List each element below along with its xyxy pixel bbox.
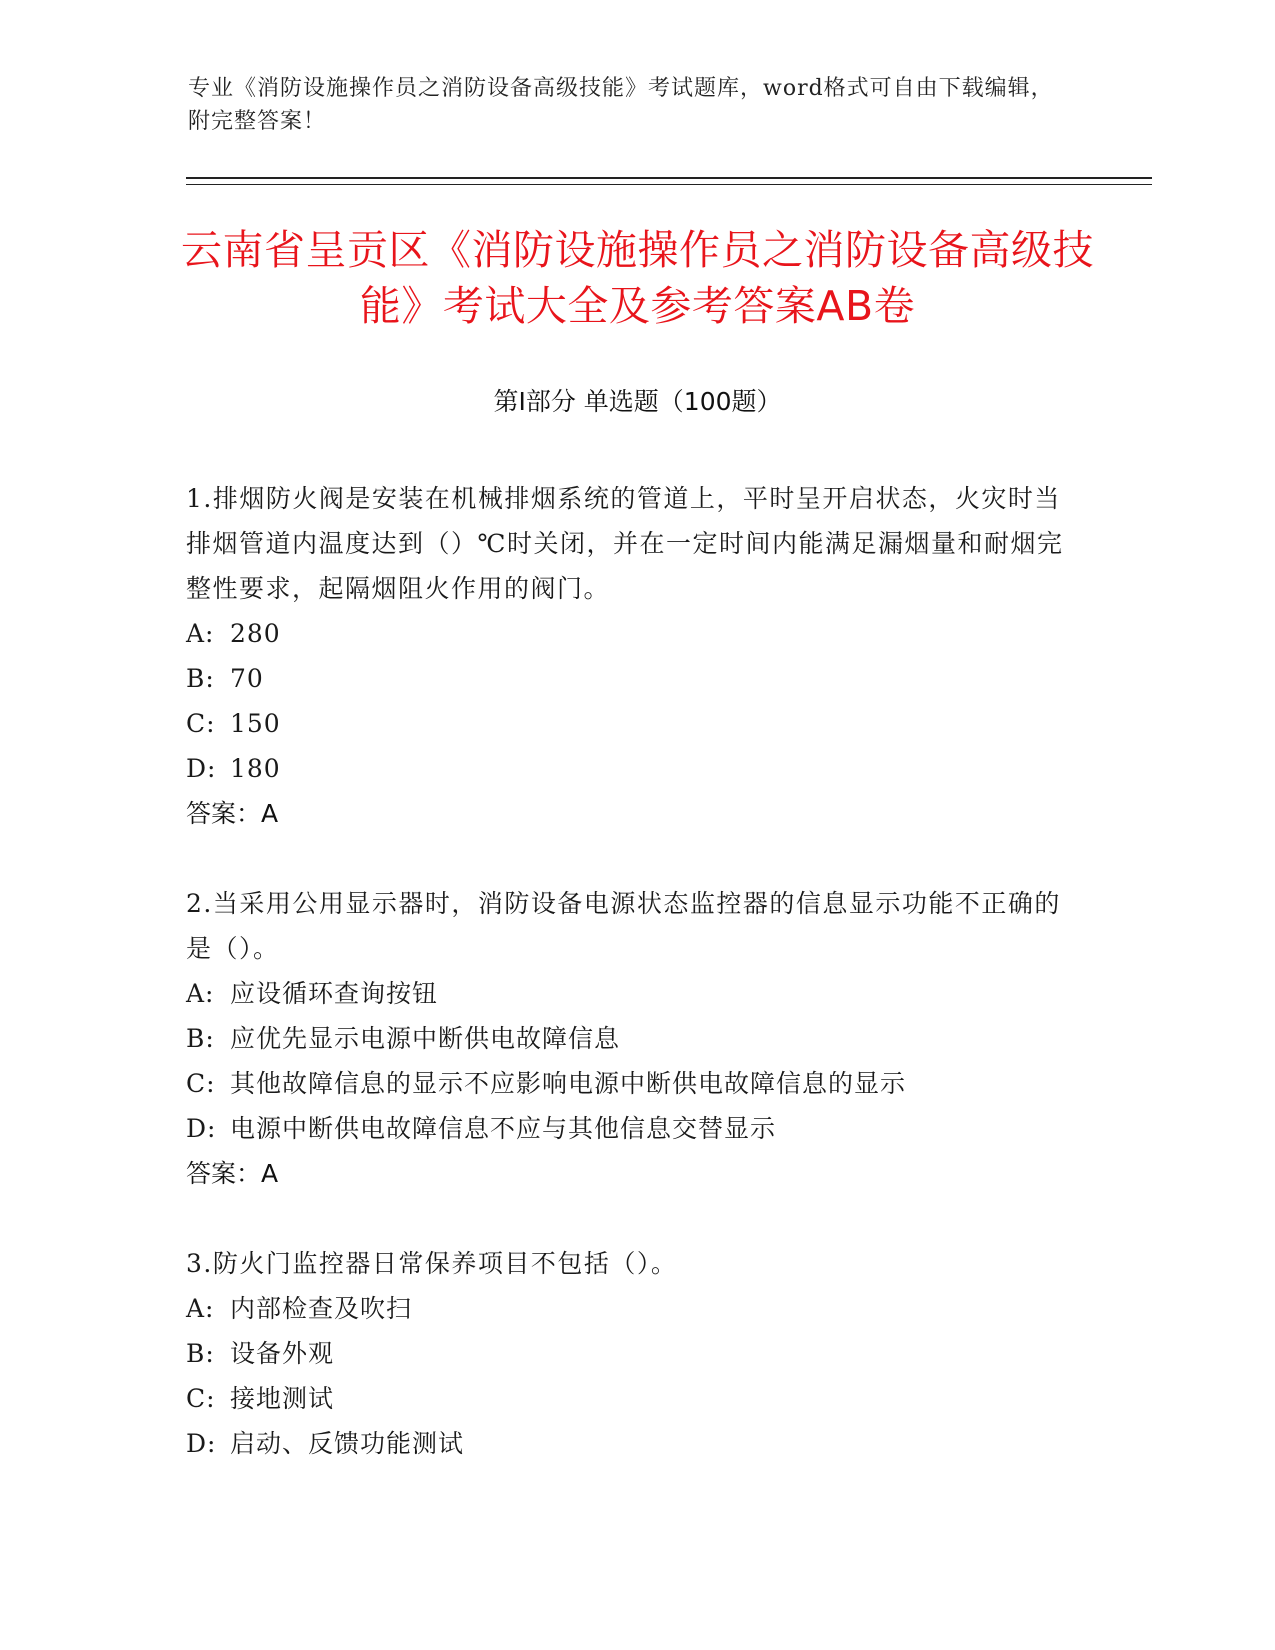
option-a xyxy=(186,1286,1066,1331)
option-b xyxy=(186,656,1066,701)
option-a xyxy=(186,611,1066,656)
question-1 xyxy=(186,476,1066,836)
question-2 xyxy=(186,881,1066,1196)
option-text: 70 xyxy=(230,664,264,693)
option-letter: B: xyxy=(186,1024,215,1053)
option-text: 电源中断供电故障信息不应与其他信息交替显示 xyxy=(230,1114,777,1143)
option-letter: A: xyxy=(186,1294,215,1323)
option-letter: A: xyxy=(186,979,215,1008)
option-letter: B: xyxy=(186,664,215,693)
option-text: 启动、反馈功能测试 xyxy=(230,1429,465,1458)
option-letter: C: xyxy=(186,709,216,738)
option-b xyxy=(186,1016,1066,1061)
option-d xyxy=(186,746,1066,791)
option-d xyxy=(186,1106,1066,1151)
answer-line: 答案：A xyxy=(186,799,279,828)
option-letter: D: xyxy=(186,1114,217,1143)
header-note: 专业《消防设施操作员之消防设备高级技能》考试题库，word格式可自由下载编辑，附完整答案！ xyxy=(188,76,1054,134)
question-3 xyxy=(186,1241,1066,1466)
option-text: 280 xyxy=(230,619,281,648)
option-text: 接地测试 xyxy=(230,1384,335,1413)
option-c xyxy=(186,1376,1066,1421)
option-d xyxy=(186,1421,1066,1466)
option-text: 180 xyxy=(230,754,281,783)
option-letter: D: xyxy=(186,754,217,783)
section-heading: 第Ⅰ部分 单选题（100题） xyxy=(493,387,782,416)
document-title: 云南省呈贡区《消防设施操作员之消防设备高级技能》考试大全及参考答案AB卷 xyxy=(181,226,1094,330)
question-stem: 1.排烟防火阀是安装在机械排烟系统的管道上，平时呈开启状态，火灾时当排烟管道内温度达到（）℃时关闭，并在一定时间内能满足漏烟量和耐烟完整性要求，起隔烟阻火作用的阀门。 xyxy=(186,484,1064,603)
question-list xyxy=(186,476,1066,1511)
header-divider-thin xyxy=(186,184,1152,185)
question-stem: 2.当采用公用显示器时，消防设备电源状态监控器的信息显示功能不正确的是（）。 xyxy=(186,889,1061,963)
option-text: 150 xyxy=(230,709,281,738)
header-divider-thick xyxy=(186,177,1152,179)
option-letter: B: xyxy=(186,1339,215,1368)
option-text: 内部检查及吹扫 xyxy=(230,1294,413,1323)
option-c xyxy=(186,701,1066,746)
option-text: 设备外观 xyxy=(230,1339,335,1368)
option-text: 应设循环查询按钮 xyxy=(230,979,439,1008)
answer-line: 答案：A xyxy=(186,1159,279,1188)
option-text: 其他故障信息的显示不应影响电源中断供电故障信息的显示 xyxy=(230,1069,907,1098)
option-letter: C: xyxy=(186,1384,216,1413)
question-stem: 3.防火门监控器日常保养项目不包括（）。 xyxy=(186,1249,678,1278)
option-letter: D: xyxy=(186,1429,217,1458)
option-a xyxy=(186,971,1066,1016)
option-c xyxy=(186,1061,1066,1106)
option-letter: C: xyxy=(186,1069,216,1098)
option-text: 应优先显示电源中断供电故障信息 xyxy=(230,1024,621,1053)
option-letter: A: xyxy=(186,619,215,648)
option-b xyxy=(186,1331,1066,1376)
